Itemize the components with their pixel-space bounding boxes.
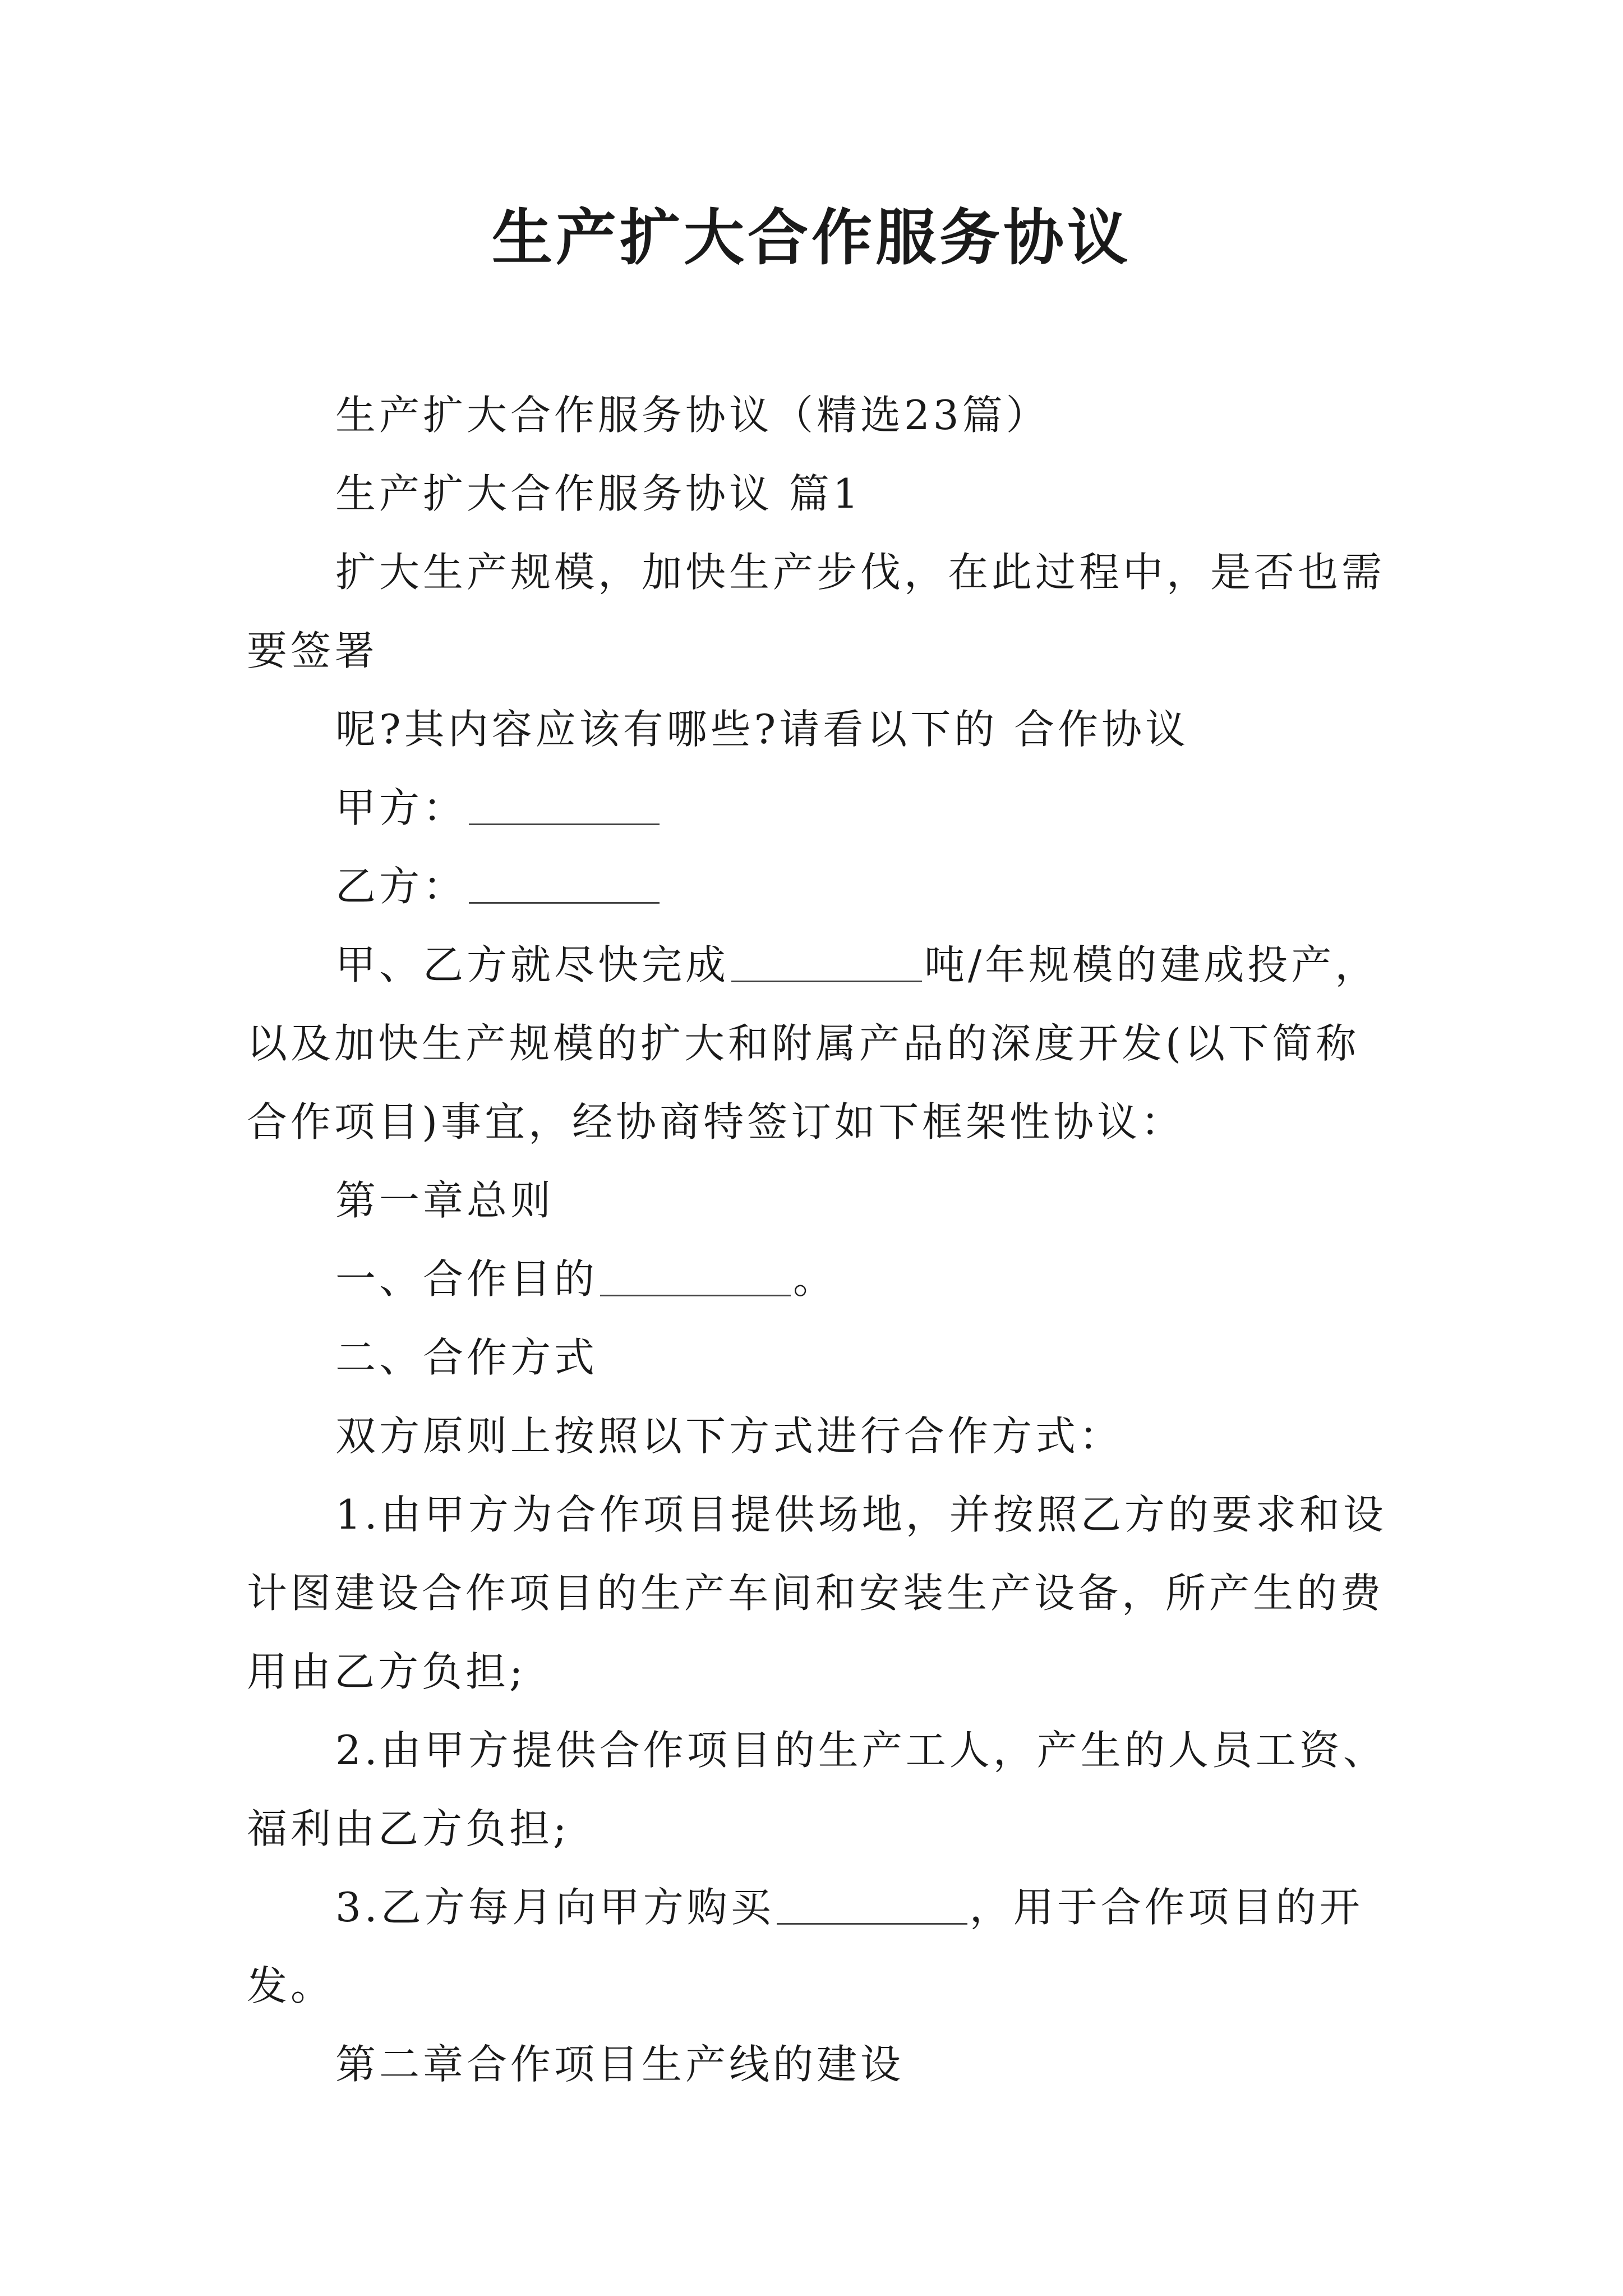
purpose-blank [600,1254,791,1296]
list-item-3-end: ，用于合作项目的开发。 [247,1884,1363,2009]
list-item-1: 1.由甲方为合作项目提供场地，并按照乙方的要求和设计图建设合作项目的生产车间和安装生产设备，所产生的费用由乙方负担; [247,1491,1387,1695]
document-title: 生产扩大合作服务协议 [491,203,1131,273]
party-a-line [247,769,1391,847]
section-method: 二、合作方式 [335,1334,598,1381]
list-item-3 [247,1868,1391,2025]
paragraph-intro: 扩大生产规模，加快生产步伐，在此过程中，是否也需要签署 [247,549,1386,674]
list-item-3-start: 3.乙方每月向甲方购买 [335,1884,774,1931]
agreement-scope-end: 吨/年规模的建成投产，以及加快生产规模的扩大和附属产品的深度开发(以下简称合作项目)事宜，经协商特签订如下框架性协议： [247,941,1379,1145]
paragraph-agreement-scope [247,926,1391,1161]
section-purpose-label: 一、合作目的 [335,1255,598,1303]
party-a-blank [469,783,660,825]
purchase-blank [777,1883,967,1925]
list-item-2: 2.由甲方提供合作项目的生产工人，产生的人员工资、福利由乙方负担; [247,1727,1387,1852]
paragraph-chapter-label: 生产扩大合作服务协议 篇1 [335,470,862,517]
paragraph-subtitle: 生产扩大合作服务协议（精选23篇） [335,392,1050,439]
party-b-label: 乙方： [335,863,467,910]
agreement-scope-start: 甲、乙方就尽快完成 [335,941,730,988]
party-b-line [247,847,1391,926]
section-purpose-end: 。 [793,1255,837,1303]
chapter-1-heading: 第一章总则 [335,1177,555,1224]
party-b-blank [469,862,660,904]
paragraph-method-intro: 双方原则上按照以下方式进行合作方式： [335,1412,1123,1460]
document-body [247,376,1391,2104]
chapter-2-heading: 第二章合作项目生产线的建设 [335,2041,905,2088]
paragraph-question: 呢?其内容应该有哪些?请看以下的 合作协议 [335,706,1189,753]
party-a-label: 甲方： [335,784,467,831]
section-purpose [247,1240,1391,1318]
capacity-blank [731,940,922,982]
